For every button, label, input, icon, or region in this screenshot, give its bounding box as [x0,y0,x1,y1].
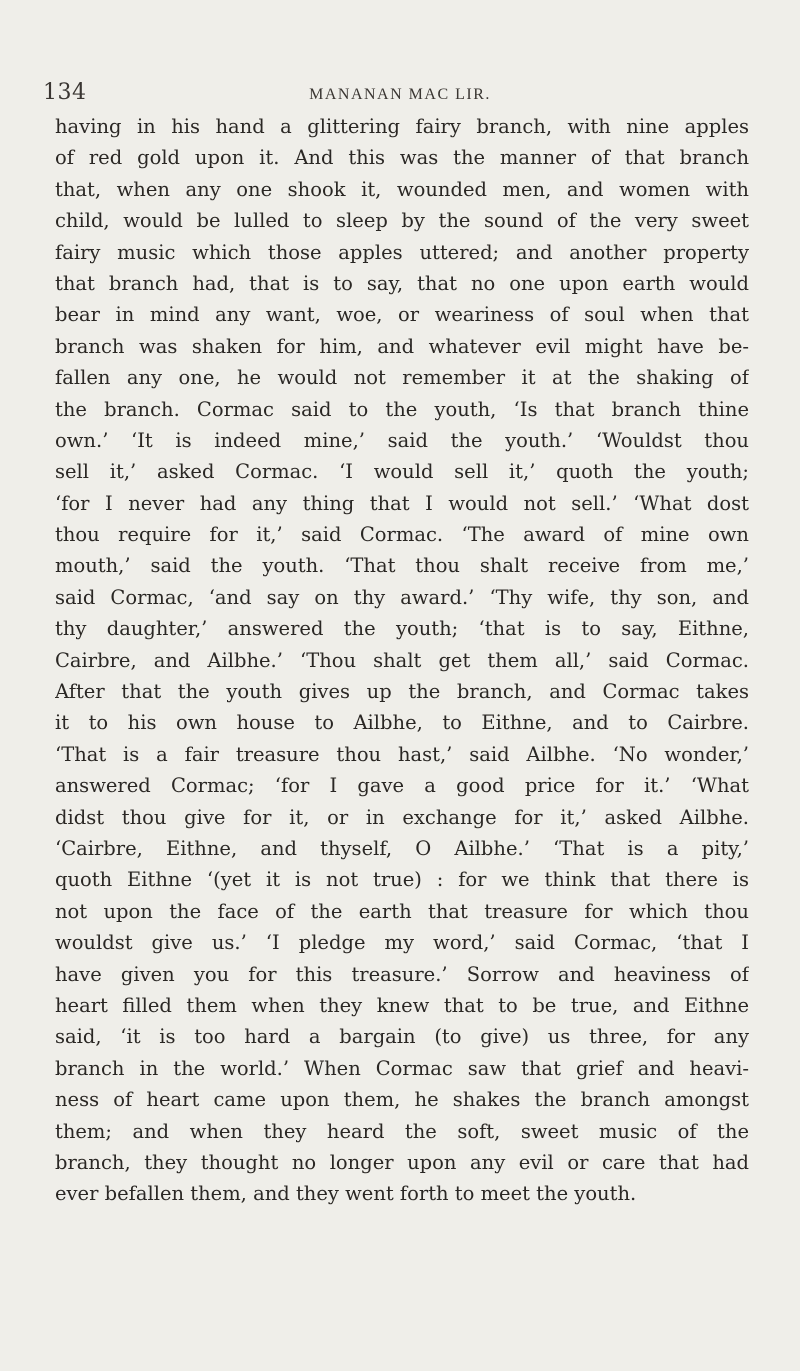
text-line: branch in the world.’ When Cormac saw that grief and heavi- [55,1056,749,1080]
text-line: having in his hand a glittering fairy branch, with nine apples [55,115,749,138]
text-line: it to his own house to Ailbhe, to Eithne, and to Cairbre. [55,711,749,735]
text-line: child, would be lulled to sleep by the sound of the very sweet [55,209,749,233]
page-number: 134 [43,80,87,105]
text-line: said, ‘it is too hard a bargain (to give) us three, for any [55,1025,749,1049]
text-line: ness of heart came upon them, he shakes the branch amongst [55,1088,749,1112]
text-line: not upon the face of the earth that treasure for which thou [55,899,749,923]
text-line: the branch. Cormac said to the youth, ‘Is that branch thine [55,397,749,421]
text-line: thy daughter,’ answered the youth; ‘that is to say, Eithne, [55,617,749,641]
text-line: answered Cormac; ‘for I gave a good price for it.’ ‘What [55,774,749,798]
text-line: sell it,’ asked Cormac. ‘I would sell it,’ quoth the youth; [55,460,749,484]
text-line: branch, they thought no longer upon any evil or care that had [55,1150,749,1174]
text-line: of red gold upon it. And this was the manner of that branch [55,146,749,170]
text-line: bear in mind any want, woe, or weariness of soul when that [55,303,749,327]
text-line: ‘Cairbre, Eithne, and thyself, O Ailbhe.’ ‘That is a pity,’ [55,836,749,860]
running-head: MANANAN MAC LIR. [309,86,491,103]
text-line: thou require for it,’ said Cormac. ‘The award of mine own [55,523,749,547]
body-text [55,111,749,1210]
text-line: ‘for I never had any thing that I would not sell.’ ‘What dost [55,491,749,515]
text-line: them; and when they heard the soft, sweet music of the [55,1119,749,1143]
text-line: quoth Eithne ‘(yet it is not true) : for we think that there is [55,868,749,892]
text-line: fallen any one, he would not remember it at the shaking of [55,366,749,390]
text-line: that, when any one shook it, wounded men, and women with [55,177,749,201]
text-line: that branch had, that is to say, that no one upon earth would [55,271,749,295]
text-line: own.’ ‘It is indeed mine,’ said the youth.’ ‘Wouldst thou [55,428,749,452]
text-line: ‘That is a fair treasure thou hast,’ said Ailbhe. ‘No wonder,’ [55,742,749,766]
text-line: heart filled them when they knew that to be true, and Eithne [55,993,749,1017]
text-line: said Cormac, ‘and say on thy award.’ ‘Thy wife, thy son, and [55,585,749,609]
text-line: didst thou give for it, or in exchange for it,’ asked Ailbhe. [55,805,749,829]
text-line: wouldst give us.’ ‘I pledge my word,’ said Cormac, ‘that I [55,931,749,955]
text-line: ever befallen them, and they went forth to meet the youth. [55,1182,637,1206]
text-line: branch was shaken for him, and whatever evil might have be- [55,334,749,358]
text-line: have given you for this treasure.’ Sorrow and heaviness of [55,962,749,986]
text-line: fairy music which those apples uttered; and another property [55,240,749,264]
text-line: Cairbre, and Ailbhe.’ ‘Thou shalt get them all,’ said Cormac. [55,648,749,672]
text-line: mouth,’ said the youth. ‘That thou shalt receive from me,’ [55,554,749,578]
text-line: After that the youth gives up the branch, and Cormac takes [55,680,749,704]
